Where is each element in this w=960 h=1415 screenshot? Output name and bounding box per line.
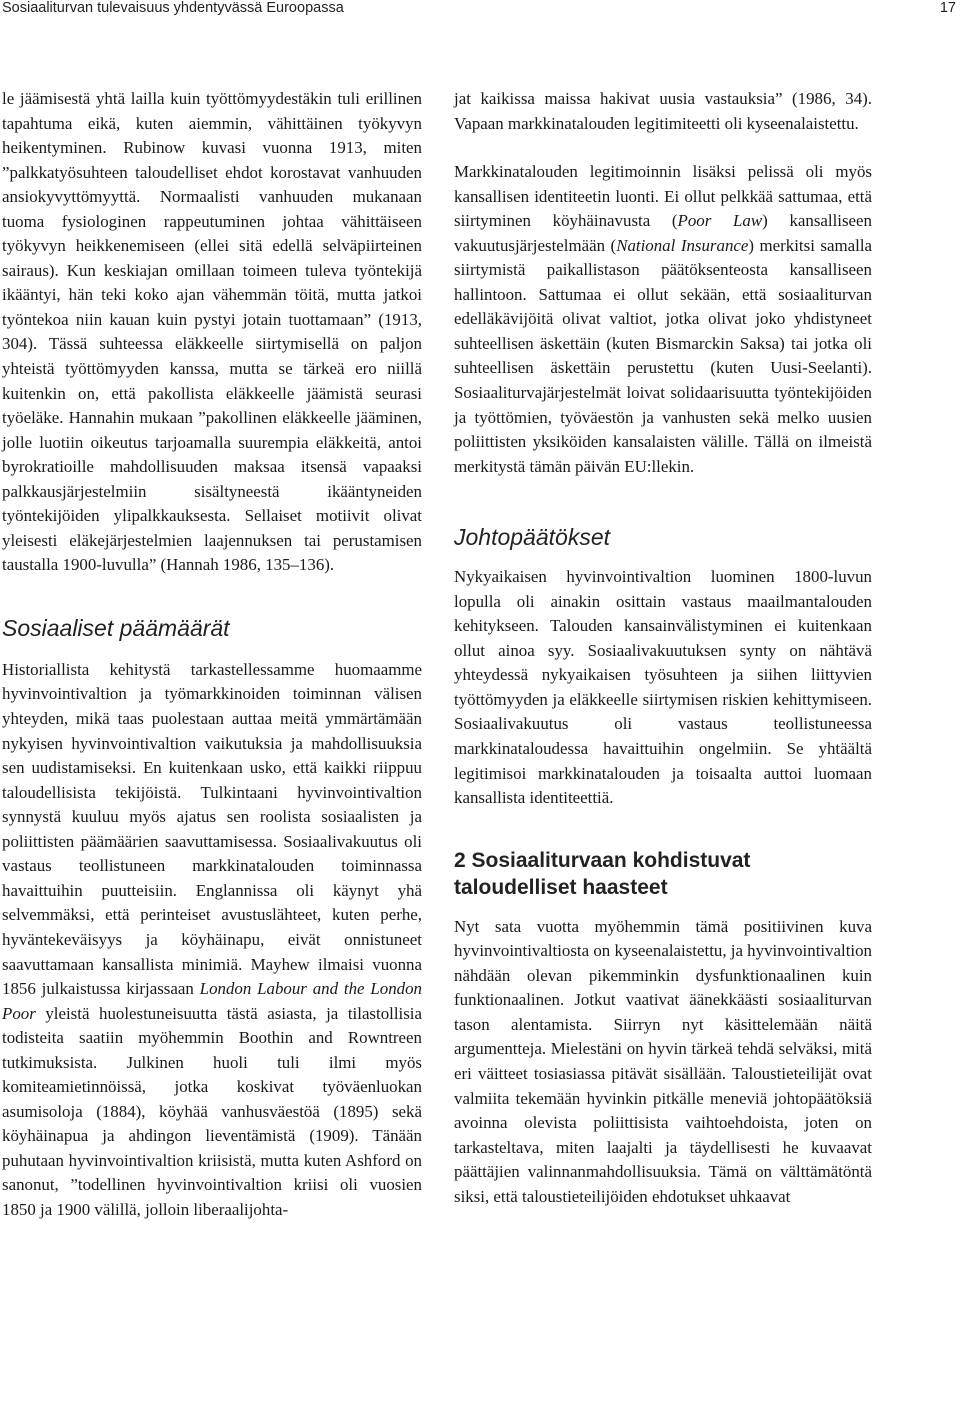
- term-poor-law: Poor Law: [677, 211, 763, 231]
- paragraph: Markkinatalouden legitimoinnin lisäksi pelissä oli myös kansallisen identiteetin luonti. Ei ollut pelkkää sattumaa, että siirtyminen köyhäinavusta (Poor Law) kansalliseen vakuutusjärjestelmään (National Insurance) merkitsi samalla siirtymistä paikallistason päätöksenteosta kansalliseen hallintoon. Sattumaa ei ollut sekään, että sosiaaliturvan edelläkävijöitä olivat valtiot, jotka olivat joko yhdistyneet suhteellisen äskettäin (kuten Bismarckin Saksa) tai jotka oli suhteellisen äskettäin perustettu (kuten Uusi-Seelanti). Sosiaaliturvajärjestelmät loivat solidaarisuutta työntekijöiden ja työttömien, työväestön ja vanhusten sekä melko uusien poliittisten yksiköiden kansalaisten välille. Tällä on ilmeistä merkitystä tämän päivän EU:llekin.: [454, 162, 873, 476]
- book-title: London Labour and the London Poor: [2, 979, 422, 1023]
- paragraph: jat kaikissa maissa hakivat uusia vastauksia” (1986, 34). Vapaan markkinatalouden legitimiteetti oli kyseenalaistettu.: [454, 89, 872, 133]
- paragraph: Nyt sata vuotta myöhemmin tämä positiivinen kuva hyvinvointivaltiosta on kyseenalaistettu, ja hyvinvointivaltion nähdään olevan pikemminkin dysfunktionaalinen kuin funktionaalinen. Jotkut vaativat äänekkäästi sosiaaliturvan tason alentamista. Siirryn nyt käsittelemään näitä argumentteja. Mielestäni on hyvin tärkeä tehdä selväksi, mitä eri väitteet tosiasiassa pitävät sisällään. Taloustieteilijät ovat valmiita tekemään hyvinkin pitkälle meneviä johtopäätöksiä avoinna olevista poliittisista vaihtoehdoista, joten on tarkasteltava, miten laajalti ja täydellisesti he kuvaavat päättäjien valinnanmahdollisuuksia. Tämä on välttämätöntä siksi, että taloustieteilijöiden ehdotukset uhkaavat: [454, 916, 872, 1206]
- right-column: [454, 87, 872, 1209]
- section-heading-sosiaaliset-paamaarat: Sosiaaliset päämäärät: [2, 614, 230, 641]
- term-national-insurance: National Insurance: [616, 235, 749, 255]
- paragraph: le jäämisestä yhtä lailla kuin työttömyydestäkin tuli erillinen tapahtuma eikä, kuten aiemmin, vähittäinen työkyvyn heikentyminen. Rubinow kuvasi vuonna 1913, miten ”palkkatyösuhteen taloudelliset ehdot korostavat vanhuuden ansiokyvyttömyyttä. Normaalisti vanhuuden mukanaan tuoma fysiologinen rappeutuminen johtaa vähittäiseen työkyvyn heikkenemiseen (ellei sitä edellä selväpiirteinen sairaus). Kun keskiajan omillaan toimeen tuleva työntekijä ikääntyi, hän teki koko ajan vähemmän töitä, mutta jatkoi työntekoa niin kauan kuin pystyi jotain tuottamaan” (1913, 304). Tässä suhteessa eläkkeelle siirtymisellä on paljon yhteistä työttömyyden kanssa, mutta se tärkeä ero niillä kuitenkin on, että pakollista eläkkeelle jäämistä seurasi työeläke. Hannahin mukaan ”pakollinen eläkkeelle jääminen, jolle luotiin oikeutus tarjoamalla suurempia eläkkeitä, antoi byrokratioille mahdollisuuden maksaa itsensä vapaaksi palkkausjärjestelmiin sisältyneestä ikääntyneiden työntekijöiden ylipalkkauksesta. Sellaiset motiivit olivat yleisesti eläkejärjestelmien laajennuksen tai perustamisen taustalla 1900-luvulla” (Hannah 1986, 135–136).: [2, 89, 422, 575]
- left-column: [2, 87, 422, 1223]
- section-heading-johtopaatokset: Johtopäätökset: [454, 524, 611, 551]
- page-header: [0, 0, 960, 20]
- chapter-heading: 2 Sosiaaliturvaan kohdistuvat taloudelliset haasteet: [454, 848, 751, 899]
- paragraph: Nykyaikaisen hyvinvointivaltion luominen 1800-luvun lopulla oli ainakin osittain vastaus maailmantalouden kehitykseen. Talouden kansainvälistyminen ei kuitenkaan ollut ainoa syy. Sosiaalivakuutuksen synty on nähtävä yhteydessä nykyaikaisen työsuhteen ja siihen liittyvien työttömyyden ja eläkkeelle siirtymisen riskien kehittymiseen. Sosiaalivakuutus oli vastaus teollistuneessa markkinataloudessa havaittuihin ongelmiin. Se yhtäältä legitimisoi markkinatalouden ja toisaalta auttoi luomaan kansallista identiteettiä.: [454, 567, 872, 808]
- page-number: 17: [939, 0, 956, 16]
- paragraph: Historiallista kehitystä tarkastellessamme huomaamme hyvinvointivaltion ja työmarkkinoiden toiminnan välisen yhteyden, mikä taas puolestaan auttaa meitä ymmärtämään nykyisen hyvinvointivaltion vaikutuksia ja mahdollisuuksia sen uudistamiseksi. En kuitenkaan usko, että kaikki riippuu taloudellisista tekijöistä. Tulkintaani hyvinvointivaltion synnystä kuuluu myös ajatus sen roolista sosiaalisten ja poliittisten päämäärien saavuttamisessa. Sosiaalivakuutus oli vastaus teollistuneen markkinatalouden toiminnassa havaittuihin puutteisiin. Englannissa oli käynyt yhä selvemmäksi, että perinteiset avustuslähteet, kuten perhe, hyväntekeväisyys ja köyhäinapu, eivät onnistuneet saavuttamaan kansallista minimiä. Mayhew ilmaisi vuonna 1856 julkaistussa kirjassaan London Labour and the London Poor yleistä huolestuneisuutta tästä asiasta, ja tilastollisia todisteita saatiin myöhemmin Boothin and Rowntreen tutkimuksista. Julkinen huoli tuli ilmi myös komiteamietinnöissä, jotka koskivat työväenluokan asumisoloja (1884), köyhää vanhusväestöä (1895) sekä köyhäinapua ja ahdingon lieventämistä (1909). Tänään puhutaan hyvinvointivaltion kriisistä, mutta kuten Ashford on sanonut, ”todellinen hyvinvointivaltion kriisi oli vuosien 1850 ja 1900 välillä, jolloin liberaalijohta-: [2, 659, 422, 1219]
- running-title: Sosiaaliturvan tulevaisuus yhdentyvässä Euroopassa: [2, 0, 344, 16]
